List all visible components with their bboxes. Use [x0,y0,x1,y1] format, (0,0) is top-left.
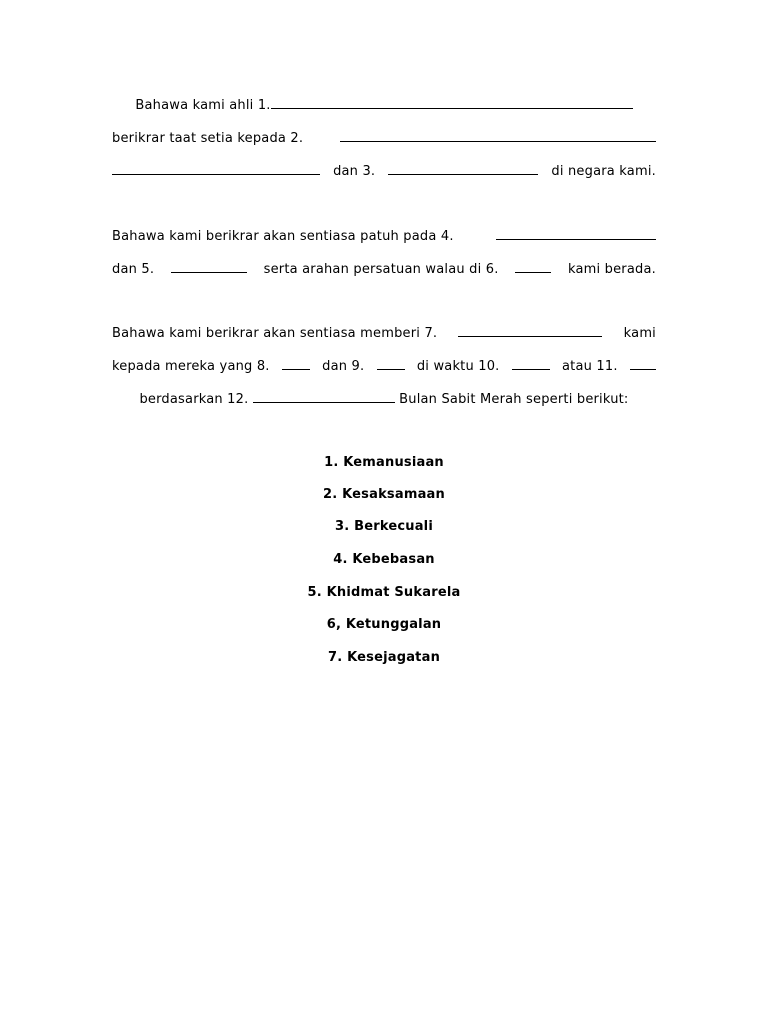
pledge-line-6 [112,324,656,343]
principle-item: 5. Khidmat Sukarela [307,585,461,600]
pledge-text: Bulan Sabit Merah seperti berikut: [399,392,629,407]
pledge-line-7 [112,357,656,376]
blank-3 [388,162,538,175]
pledge-text: serta arahan persatuan walau di 6. [263,262,499,277]
pledge-text: Bahawa kami berikrar akan sentiasa patuh pada 4. [112,229,454,244]
pledge-text: Bahawa kami ahli 1. [135,98,271,113]
blank-1 [271,96,633,109]
principle-item: 3. Berkecuali [334,519,433,534]
blank-6 [515,260,551,273]
blank-5 [171,260,247,273]
pledge-text: dan 5. [112,262,155,277]
principle-item: 7. Kesejagatan [327,650,441,665]
blank-7 [458,324,602,337]
blank-9 [377,357,405,370]
principle-item: 1. Kemanusiaan [324,455,444,470]
blank-11 [630,357,656,370]
blank-2-continued [112,162,320,175]
pledge-text: kepada mereka yang 8. [112,359,270,374]
pledge-line-5 [112,260,656,279]
pledge-text: berikrar taat setia kepada 2. [112,131,304,146]
pledge-text: berdasarkan 12. [139,392,249,407]
blank-2 [340,129,656,142]
pledge-line-3 [112,162,656,181]
pledge-text: kami berada. [567,262,656,277]
pledge-line-8 [112,390,656,409]
pledge-text: kami [623,326,656,341]
pledge-line-1 [112,96,656,115]
blank-12 [253,390,395,403]
blank-10 [512,357,550,370]
pledge-line-2 [112,129,656,148]
pledge-text: dan 9. [322,359,365,374]
pledge-text: dan 3. [333,164,376,179]
pledge-text: atau 11. [562,359,618,374]
principle-item: 2. Kesaksamaan [323,487,445,502]
pledge-line-4 [112,227,656,246]
blank-8 [282,357,310,370]
pledge-text: Bahawa kami berikrar akan sentiasa memberi 7. [112,326,438,341]
principle-item: 6, Ketunggalan [326,617,442,632]
principle-item: 4. Kebebasan [333,552,435,567]
pledge-text: di waktu 10. [416,359,500,374]
blank-4 [496,227,656,240]
pledge-text: di negara kami. [551,164,656,179]
